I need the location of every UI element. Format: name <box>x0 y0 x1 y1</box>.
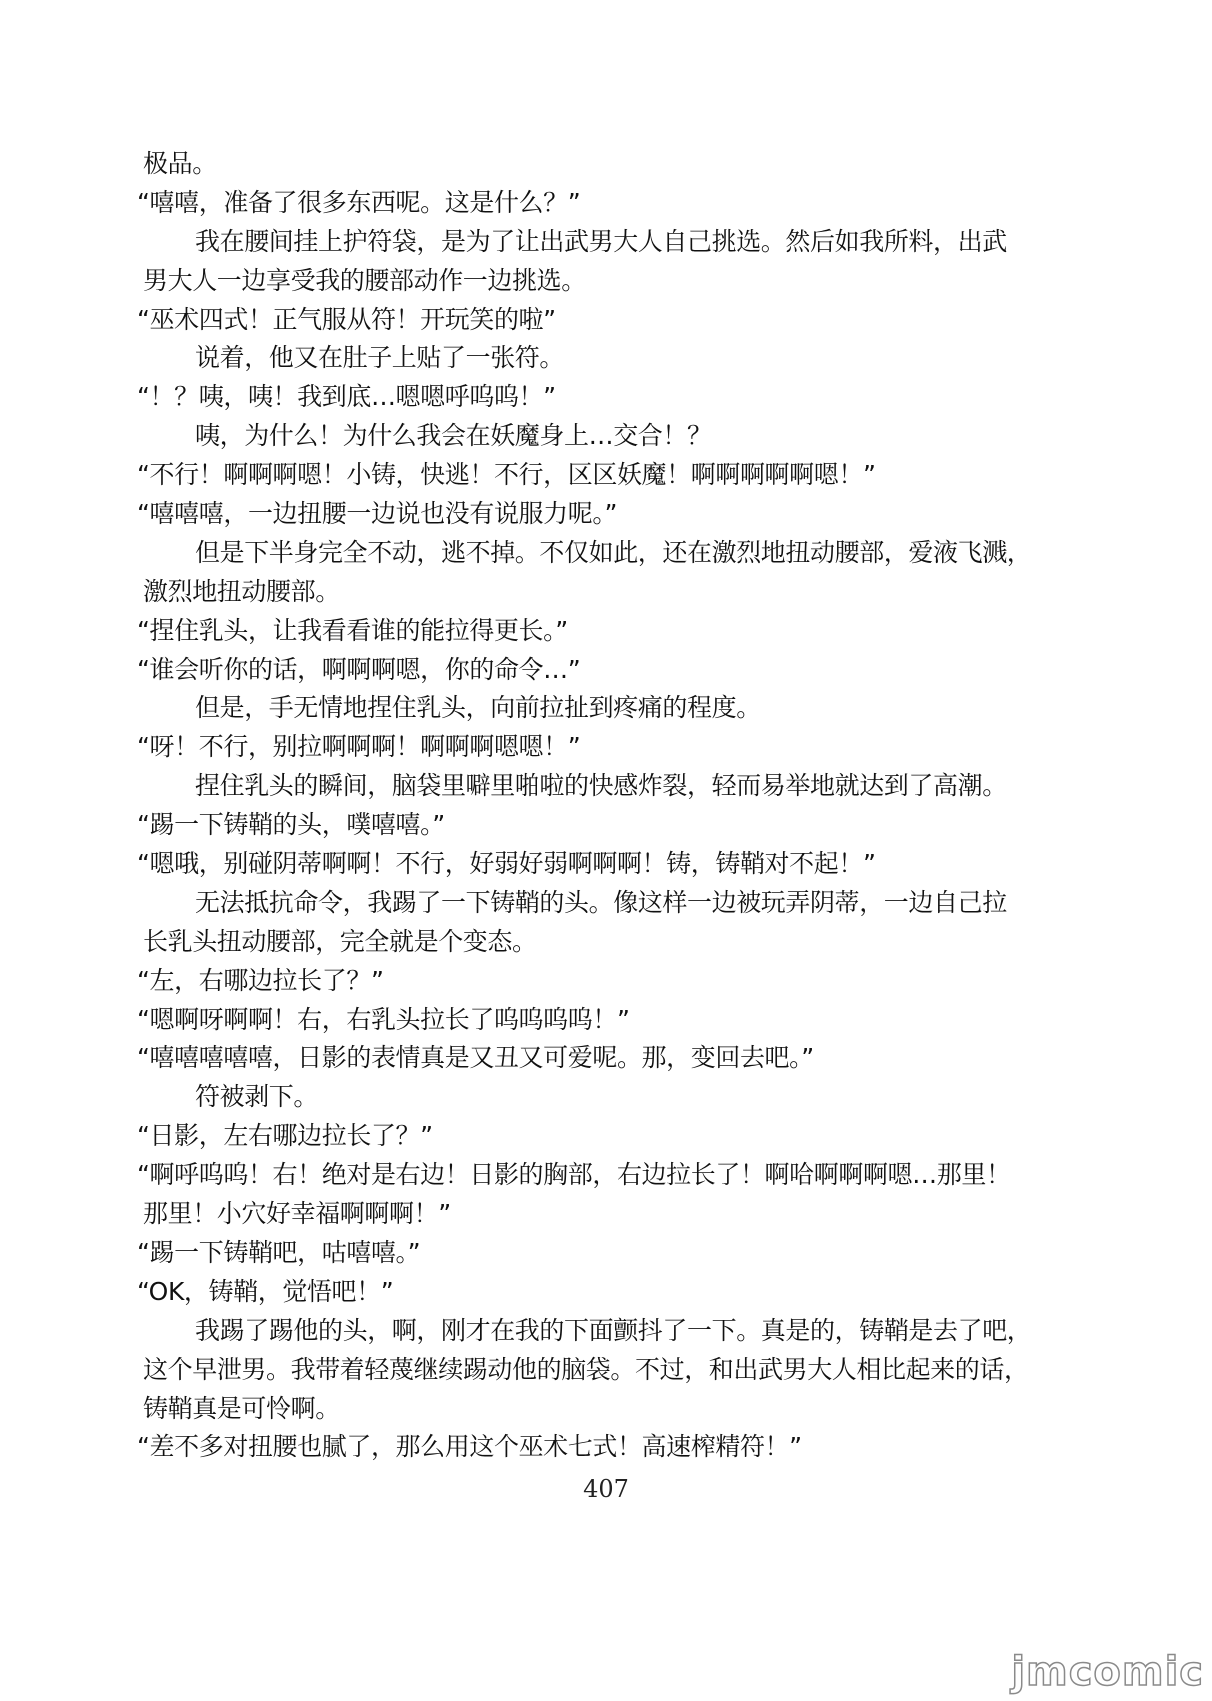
text-line: “啊呼呜呜！右！绝对是右边！日影的胸部，右边拉长了！啊哈啊啊啊嗯…那里！ <box>137 1160 1011 1190</box>
text-line: “嗯啊呀啊啊！右，右乳头拉长了呜呜呜呜！” <box>137 1004 630 1034</box>
text-line: “嘻嘻，准备了很多东西呢。这是什么？” <box>137 187 581 217</box>
body-text <box>137 145 1083 1467</box>
text-line: “巫术四式！正气服从符！开玩笑的啦” <box>137 304 556 334</box>
text-line: “OK，铸鞘，觉悟吧！” <box>137 1276 394 1306</box>
text-line: 那里！小穴好幸福啊啊啊！” <box>143 1199 451 1229</box>
text-line: “嘻嘻嘻，一边扭腰一边说也没有说服力呢。” <box>137 499 618 529</box>
text-line: 捏住乳头的瞬间，脑袋里噼里啪啦的快感炸裂，轻而易举地就达到了高潮。 <box>195 771 1007 801</box>
text-line: 铸鞘真是可怜啊。 <box>143 1393 340 1423</box>
text-line: 激烈地扭动腰部。 <box>143 576 340 606</box>
text-line: 我踢了踢他的头，啊，刚才在我的下面颤抖了一下。真是的，铸鞘是去了吧， <box>195 1315 1032 1345</box>
text-line: 这个早泄男。我带着轻蔑继续踢动他的脑袋。不过，和出武男大人相比起来的话， <box>143 1354 1029 1384</box>
text-line: 男大人一边享受我的腰部动作一边挑选。 <box>143 265 586 295</box>
text-line: 但是，手无情地捏住乳头，向前拉扯到疼痛的程度。 <box>195 693 761 723</box>
text-line: “不行！啊啊啊嗯！小铸，快逃！不行，区区妖魔！啊啊啊啊啊嗯！” <box>137 460 876 490</box>
watermark-logo: jmcomic <box>1011 1649 1204 1695</box>
text-line: 符被剥下。 <box>195 1082 319 1112</box>
text-line: “踢一下铸鞘的头，噗嘻嘻。” <box>137 810 445 840</box>
text-line: 我在腰间挂上护符袋，是为了让出武男大人自己挑选。然后如我所料，出武 <box>195 226 1007 256</box>
text-line: “日影，左右哪边拉长了？” <box>137 1121 433 1151</box>
text-line: 无法抵抗命令，我踢了一下铸鞘的头。像这样一边被玩弄阴蒂，一边自己拉 <box>195 887 1007 917</box>
text-line: 说着，他又在肚子上贴了一张符。 <box>195 343 565 373</box>
text-line: “！？咦，咦！我到底…嗯嗯呼呜呜！” <box>137 382 556 412</box>
text-line: “嗯哦，别碰阴蒂啊啊！不行，好弱好弱啊啊啊！铸，铸鞘对不起！” <box>137 849 876 879</box>
text-line: “左，右哪边拉长了？” <box>137 965 384 995</box>
text-line: “谁会听你的话，啊啊啊嗯，你的命令…” <box>137 654 581 684</box>
text-line: “嘻嘻嘻嘻嘻，日影的表情真是又丑又可爱呢。那，变回去吧。” <box>137 1043 814 1073</box>
text-line: 长乳头扭动腰部，完全就是个变态。 <box>143 926 537 956</box>
text-line: 但是下半身完全不动，逃不掉。不仅如此，还在激烈地扭动腰部，爱液飞溅， <box>195 537 1032 567</box>
text-line: “捏住乳头，让我看看谁的能拉得更长。” <box>137 615 568 645</box>
text-line: “呀！不行，别拉啊啊啊！啊啊啊嗯嗯！” <box>137 732 581 762</box>
text-line: 咦，为什么！为什么我会在妖魔身上…交合！？ <box>195 421 712 451</box>
text-line: “差不多对扭腰也腻了，那么用这个巫术七式！高速榨精符！” <box>137 1432 802 1462</box>
text-line: “踢一下铸鞘吧，咕嘻嘻。” <box>137 1237 421 1267</box>
page-number: 407 <box>583 1475 629 1503</box>
text-line: 极品。 <box>143 149 217 178</box>
